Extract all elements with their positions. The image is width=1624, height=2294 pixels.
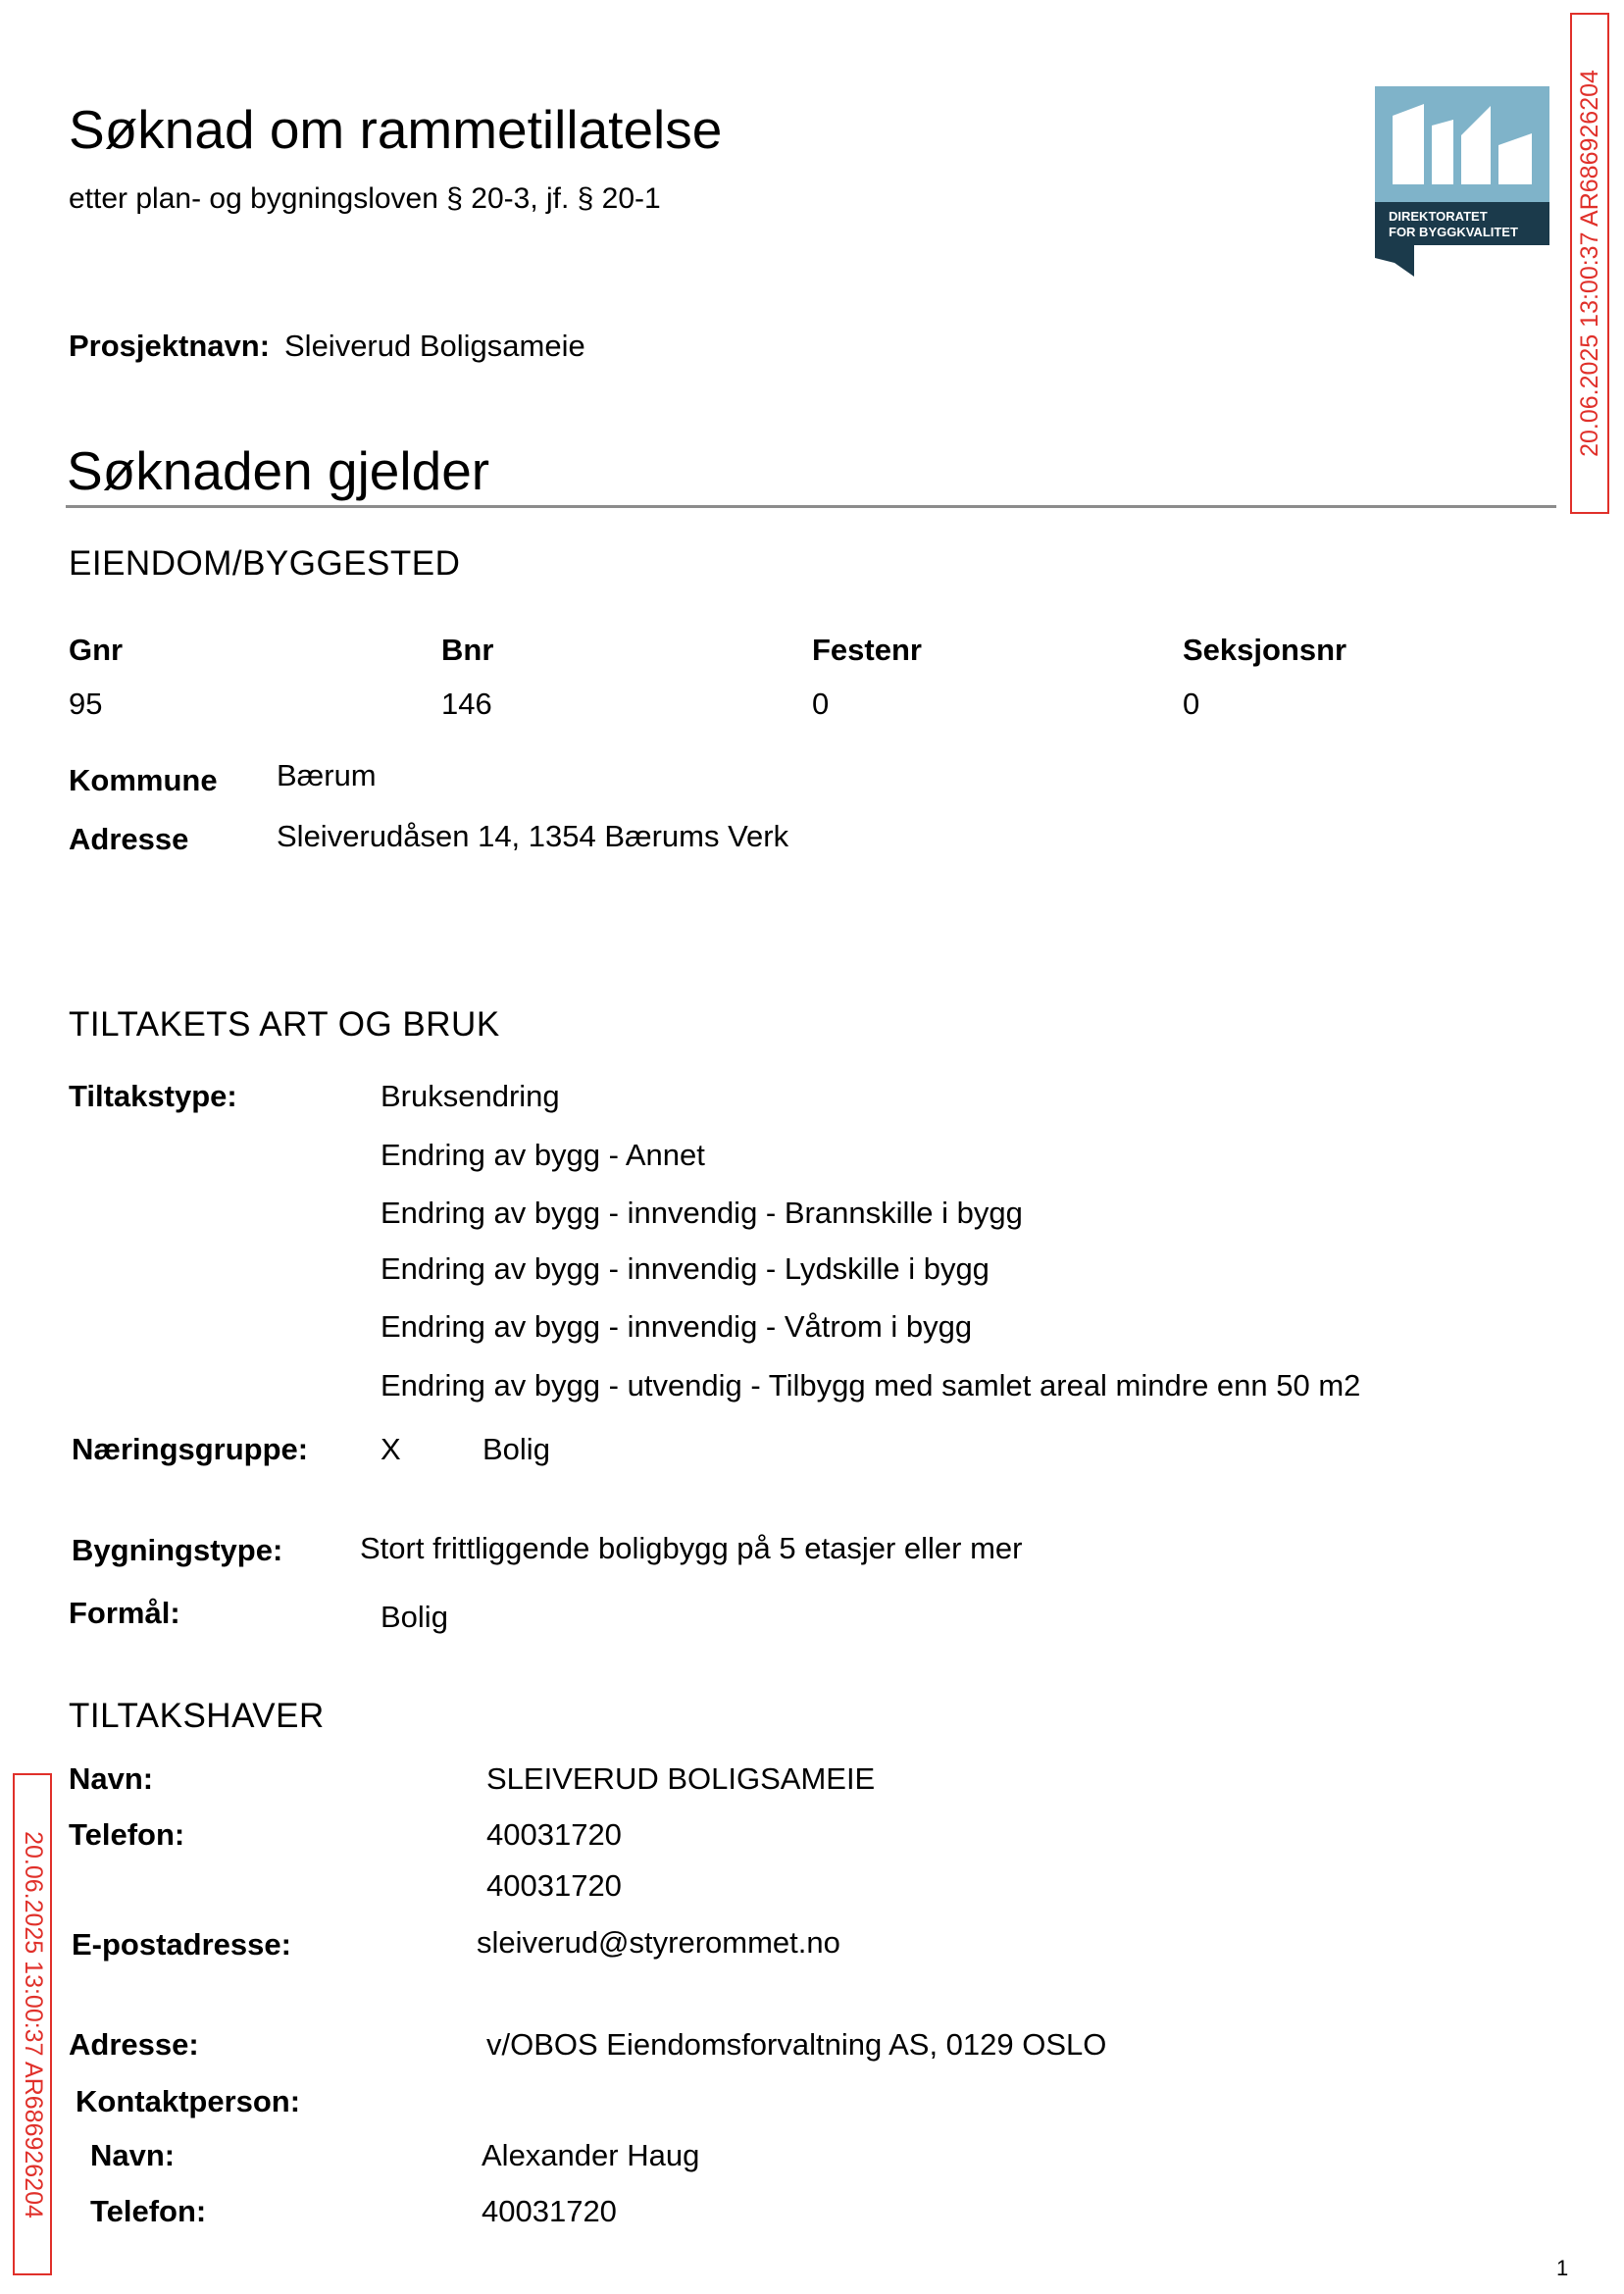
owner-epost-value: sleiverud@styrerommet.no [477,1925,840,1960]
dibk-logo [1375,86,1549,277]
column-header-festenr: Festenr [812,633,922,667]
owner-navn-label: Navn: [69,1761,154,1796]
column-header-bnr: Bnr [441,633,494,667]
logo-text-line1: DIREKTORATET [1389,209,1488,224]
owner-epost-label: E-postadresse: [72,1927,291,1962]
adresse-label: Adresse [69,822,189,856]
owner-adresse-label: Adresse: [69,2027,199,2062]
column-header-gnr: Gnr [69,633,124,667]
project-label: Prosjektnavn: [69,329,271,363]
owner-navn-value: SLEIVERUD BOLIGSAMEIE [486,1761,876,1796]
tiltakstype-item: Endring av bygg - Annet [381,1138,705,1172]
contact-telefon-value: 40031720 [482,2194,617,2228]
contact-navn-value: Alexander Haug [482,2138,700,2172]
owner-heading: TILTAKSHAVER [69,1697,325,1735]
bygningstype-value: Stort frittliggende boligbygg på 5 etasjer eller mer [360,1531,1023,1565]
section-heading: Søknaden gjelder [67,440,490,501]
tiltakstype-item: Endring av bygg - innvendig - Lydskille i bygg [381,1251,990,1286]
contact-person-label: Kontaktperson: [76,2084,301,2118]
received-stamp-left [13,1773,52,2275]
formal-value: Bolig [381,1600,448,1634]
contact-telefon-label: Telefon: [90,2194,207,2228]
section-divider [66,505,1556,508]
document-subtitle: etter plan- og bygningsloven § 20-3, jf. § 20-1 [69,182,661,215]
owner-adresse-value: v/OBOS Eiendomsforvaltning AS, 0129 OSLO [486,2027,1107,2062]
tiltakstype-item: Endring av bygg - innvendig - Brannskille i bygg [381,1196,1023,1230]
naeringsgruppe-label: Næringsgruppe: [72,1432,309,1466]
stamp-text: 20.06.2025 13:00:37 AR686926204 [19,1830,47,2218]
kommune-label: Kommune [69,763,218,797]
value-seksjonsnr: 0 [1183,687,1200,721]
received-stamp-top [1570,13,1609,514]
column-header-seksjonsnr: Seksjonsnr [1183,633,1347,667]
adresse-value: Sleiverudåsen 14, 1354 Bærums Verk [277,819,789,853]
owner-telefon-value-2: 40031720 [486,1868,622,1903]
page-number: 1 [1556,2256,1569,2280]
value-gnr: 95 [69,687,103,721]
measure-heading: TILTAKETS ART OG BRUK [69,1005,500,1044]
owner-telefon-value: 40031720 [486,1817,622,1852]
value-festenr: 0 [812,687,830,721]
tiltakstype-label: Tiltakstype: [69,1079,237,1113]
naeringsgruppe-value: Bolig [482,1432,550,1466]
tiltakstype-item: Bruksendring [381,1079,560,1113]
contact-navn-label: Navn: [90,2138,176,2172]
owner-telefon-label: Telefon: [69,1817,185,1852]
kommune-value: Bærum [277,758,377,792]
tiltakstype-item: Endring av bygg - innvendig - Våtrom i bygg [381,1309,973,1344]
stamp-text: 20.06.2025 13:00:37 AR686926204 [1575,70,1603,457]
property-heading: EIENDOM/BYGGESTED [69,544,461,583]
formal-label: Formål: [69,1596,180,1630]
value-bnr: 146 [441,687,492,721]
naeringsgruppe-code: X [381,1432,401,1466]
tiltakstype-item: Endring av bygg - utvendig - Tilbygg med samlet areal mindre enn 50 m2 [381,1368,1361,1402]
bygningstype-label: Bygningstype: [72,1533,283,1567]
document-title: Søknad om rammetillatelse [69,99,723,160]
logo-text-line2: FOR BYGGKVALITET [1389,225,1518,239]
project-value: Sleiverud Boligsameie [284,329,585,363]
